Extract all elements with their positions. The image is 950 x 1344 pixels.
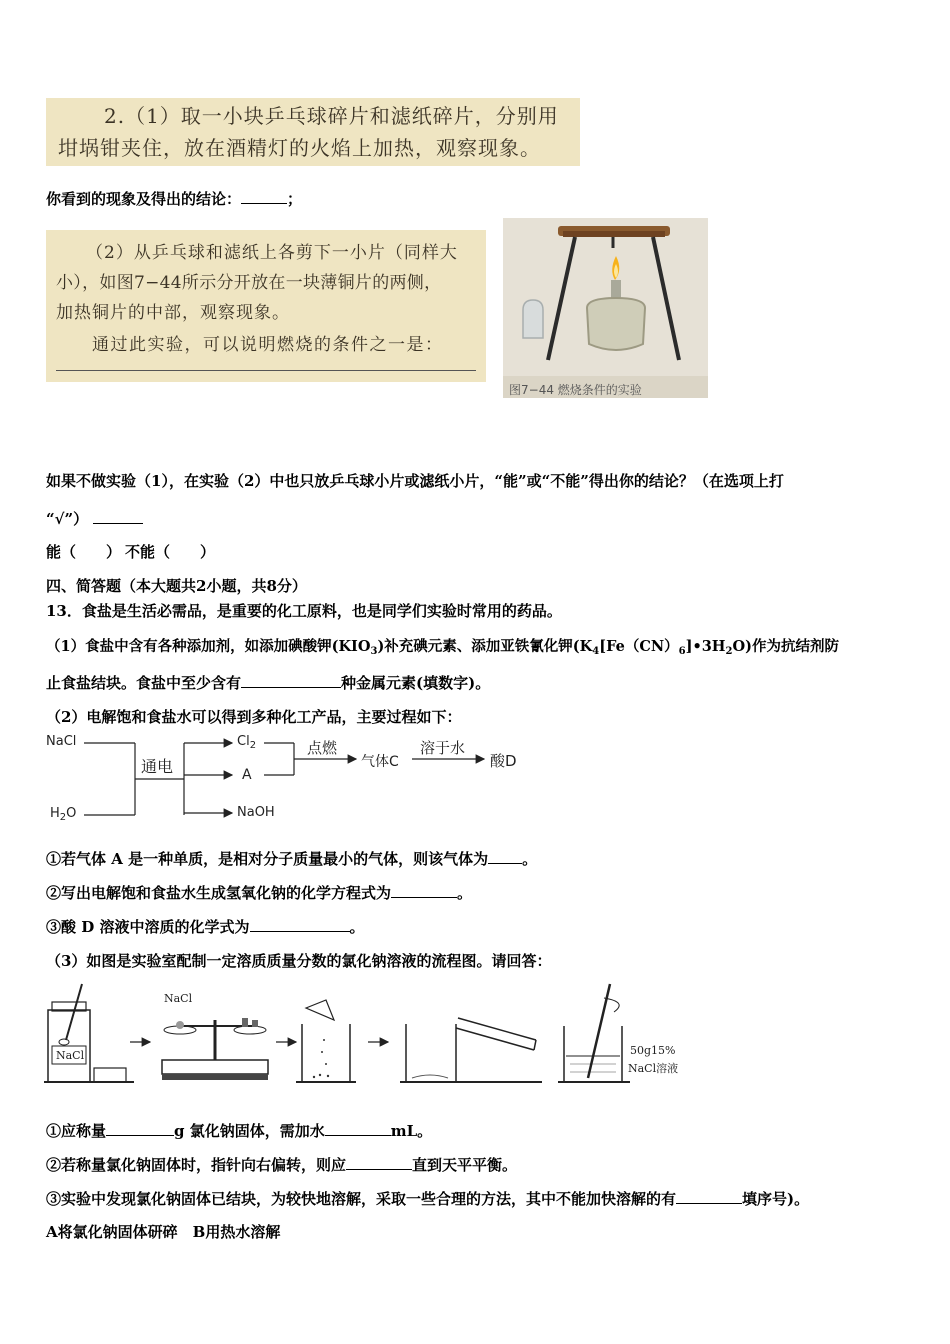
answer-blank[interactable] (346, 1155, 412, 1170)
excerpt-2-line-2: 小），如图7−44所示分开放在一块薄铜片的两侧， (56, 273, 442, 293)
choice-yes[interactable]: 能（ ） (46, 543, 122, 561)
section-title: 四、简答题（本大题共2小题，共8分） (46, 577, 307, 595)
question-13-part1-line2: 止食盐结块。食盐中至少含有 种金属元素(填数字)。 (46, 674, 491, 692)
question-13-2-2: ②写出电解饱和食盐水生成氢氧化钠的化学方程式为 。 (46, 884, 473, 902)
answer-blank[interactable] (93, 509, 143, 524)
textbook-excerpt-1 (46, 98, 580, 166)
question-13-options: A将氯化钠固体研碎 B用热水溶解 (46, 1223, 281, 1241)
answer-blank[interactable] (241, 673, 341, 688)
flow-lines (44, 730, 544, 830)
tripod-burner-illustration (503, 218, 708, 398)
flow-electrolysis: 通电 (141, 757, 174, 776)
answer-blank[interactable] (391, 883, 457, 898)
question-13-2-3: ③酸 D 溶液中溶质的化学式为 。 (46, 918, 365, 936)
flow-naoh: NaOH (237, 805, 275, 820)
question-13-3-2: ②若称量氯化钠固体时，指针向右偏转，则应 直到天平平衡。 (46, 1156, 518, 1174)
question-observation: 你看到的现象及得出的结论： ； (46, 190, 303, 208)
result-label-1: 50g15% (630, 1044, 676, 1057)
figure-caption: 图7−44 燃烧条件的实验 (509, 383, 642, 397)
question-13-stem: 13．食盐是生活必需品，是重要的化工原料，也是同学们实验时常用的药品。 (46, 602, 562, 620)
excerpt-1-line-1: 2.（1）取一小块乒乓球碎片和滤纸碎片，分别用 (104, 104, 559, 128)
solution-preparation-figure (44, 980, 694, 1090)
preparation-steps-illustration (44, 980, 694, 1090)
flow-ignite: 点燃 (307, 739, 338, 757)
excerpt-2-line-3: 加热铜片的中部，观察现象。 (56, 303, 290, 323)
flow-acid-d: 酸D (490, 752, 517, 770)
excerpt-2-line-4: 通过此实验，可以说明燃烧的条件之一是： (92, 335, 444, 355)
answer-blank[interactable] (106, 1121, 174, 1136)
question-13-3-3: ③实验中发现氯化钠固体已结块，为较快地溶解，采取一些合理的方法，其中不能加快溶解的有 填序号)。 (46, 1190, 810, 1208)
question-if-line-2: “√”） (46, 508, 143, 529)
question-13-2-1: ①若气体 A 是一种单质，是相对分子质量最小的气体，则该气体为 。 (46, 850, 538, 868)
answer-blank[interactable] (325, 1121, 391, 1136)
flow-a: A (242, 767, 252, 783)
question-13-part2: （2）电解饱和食盐水可以得到多种化工产品，主要过程如下： (46, 708, 462, 726)
answer-blank[interactable] (250, 917, 350, 932)
flow-nacl: NaCl (46, 734, 77, 749)
question-if: 如果不做实验（1），在实验（2）中也只放乒乓球小片或滤纸小片，“能”或“不能”得出你的结论？（在选项上打 (46, 472, 784, 490)
answer-blank[interactable] (241, 189, 287, 204)
flow-cl2: $Cl_2$ (237, 734, 257, 751)
question-13-part3: （3）如图是实验室配制一定溶质质量分数的氯化钠溶液的流程图。请回答： (46, 952, 552, 970)
question-13-part1: （1）食盐中含有各种添加剂，如添加碘酸钾$(KIO_3)$补充碘元素、添加亚铁氰化钾$(K_4[Fe(CN)_6]•3H_2O)$作为抗结剂防 (46, 638, 839, 657)
experiment-photo (503, 218, 708, 398)
choice-row (46, 541, 215, 562)
jar-label: NaCl (56, 1049, 85, 1062)
flow-gas-c: 气体C (361, 754, 399, 770)
excerpt-1-line-2: 坩埚钳夹住，放在酒精灯的火焰上加热，观察现象。 (58, 136, 541, 160)
electrolysis-flow-diagram (44, 730, 544, 830)
question-13-3-1: ①应称量 g 氯化钠固体，需加水 mL。 (46, 1122, 433, 1140)
choice-no[interactable]: 不能（ ） (125, 543, 216, 561)
answer-blank[interactable] (676, 1189, 742, 1204)
flow-h2o: $H_2O$ (50, 806, 77, 823)
flow-dissolve: 溶于水 (420, 739, 466, 757)
excerpt-2-answer-line (56, 370, 476, 371)
excerpt-2-line-1: （2）从乒乓球和滤纸上各剪下一小片（同样大 (86, 243, 458, 263)
balance-label: NaCl (164, 992, 193, 1005)
result-label-2: NaCl溶液 (628, 1062, 679, 1075)
answer-blank[interactable] (488, 849, 522, 864)
textbook-excerpt-2 (46, 230, 486, 382)
